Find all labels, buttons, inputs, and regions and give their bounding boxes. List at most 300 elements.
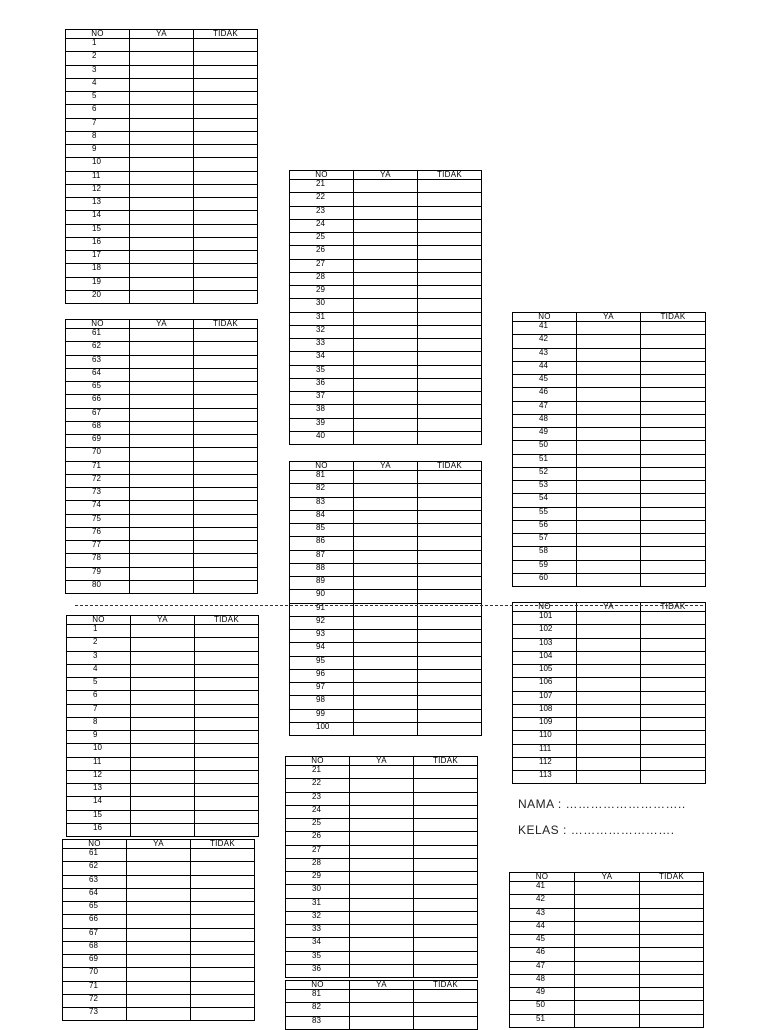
ya-cell[interactable]: [131, 757, 195, 770]
tidak-cell[interactable]: [195, 625, 259, 638]
ya-cell[interactable]: [130, 368, 194, 381]
ya-cell[interactable]: [130, 329, 194, 342]
tidak-cell[interactable]: [641, 494, 706, 507]
ya-cell[interactable]: [354, 630, 418, 643]
tidak-cell[interactable]: [191, 902, 255, 915]
tidak-cell[interactable]: [641, 678, 706, 691]
ya-cell[interactable]: [130, 78, 194, 91]
tidak-cell[interactable]: [414, 990, 478, 1003]
ya-cell[interactable]: [577, 651, 641, 664]
tidak-cell[interactable]: [194, 92, 258, 105]
tidak-cell[interactable]: [641, 520, 706, 533]
tidak-cell[interactable]: [195, 638, 259, 651]
tidak-cell[interactable]: [195, 678, 259, 691]
ya-cell[interactable]: [575, 882, 640, 895]
tidak-cell[interactable]: [418, 630, 482, 643]
tidak-cell[interactable]: [414, 898, 478, 911]
ya-cell[interactable]: [130, 395, 194, 408]
ya-cell[interactable]: [130, 52, 194, 65]
tidak-cell[interactable]: [194, 118, 258, 131]
tidak-cell[interactable]: [194, 395, 258, 408]
tidak-cell[interactable]: [641, 348, 706, 361]
tidak-cell[interactable]: [194, 435, 258, 448]
tidak-cell[interactable]: [195, 810, 259, 823]
ya-cell[interactable]: [354, 246, 418, 259]
tidak-cell[interactable]: [194, 488, 258, 501]
tidak-cell[interactable]: [641, 467, 706, 480]
ya-cell[interactable]: [350, 858, 414, 871]
tidak-cell[interactable]: [414, 845, 478, 858]
ya-cell[interactable]: [131, 731, 195, 744]
tidak-cell[interactable]: [418, 524, 482, 537]
ya-cell[interactable]: [130, 158, 194, 171]
tidak-cell[interactable]: [194, 198, 258, 211]
ya-cell[interactable]: [354, 272, 418, 285]
ya-cell[interactable]: [130, 355, 194, 368]
ya-cell[interactable]: [354, 643, 418, 656]
ya-cell[interactable]: [130, 474, 194, 487]
ya-cell[interactable]: [354, 418, 418, 431]
tidak-cell[interactable]: [418, 246, 482, 259]
tidak-cell[interactable]: [191, 955, 255, 968]
ya-cell[interactable]: [354, 180, 418, 193]
tidak-cell[interactable]: [418, 272, 482, 285]
ya-cell[interactable]: [350, 925, 414, 938]
tidak-cell[interactable]: [194, 78, 258, 91]
tidak-cell[interactable]: [194, 567, 258, 580]
tidak-cell[interactable]: [641, 771, 706, 784]
ya-cell[interactable]: [131, 784, 195, 797]
tidak-cell[interactable]: [194, 237, 258, 250]
ya-cell[interactable]: [350, 766, 414, 779]
tidak-cell[interactable]: [418, 510, 482, 523]
tidak-cell[interactable]: [641, 704, 706, 717]
ya-cell[interactable]: [350, 779, 414, 792]
tidak-cell[interactable]: [194, 474, 258, 487]
tidak-cell[interactable]: [194, 382, 258, 395]
tidak-cell[interactable]: [414, 872, 478, 885]
tidak-cell[interactable]: [418, 312, 482, 325]
tidak-cell[interactable]: [195, 717, 259, 730]
ya-cell[interactable]: [354, 484, 418, 497]
ya-cell[interactable]: [130, 527, 194, 540]
tidak-cell[interactable]: [194, 264, 258, 277]
tidak-cell[interactable]: [191, 1008, 255, 1021]
tidak-cell[interactable]: [640, 895, 704, 908]
tidak-cell[interactable]: [195, 823, 259, 836]
tidak-cell[interactable]: [194, 461, 258, 474]
tidak-cell[interactable]: [418, 484, 482, 497]
tidak-cell[interactable]: [641, 534, 706, 547]
ya-cell[interactable]: [354, 696, 418, 709]
ya-cell[interactable]: [127, 955, 191, 968]
ya-cell[interactable]: [577, 494, 641, 507]
ya-cell[interactable]: [575, 988, 640, 1001]
tidak-cell[interactable]: [641, 573, 706, 586]
ya-cell[interactable]: [130, 514, 194, 527]
ya-cell[interactable]: [130, 448, 194, 461]
ya-cell[interactable]: [577, 691, 641, 704]
tidak-cell[interactable]: [641, 414, 706, 427]
tidak-cell[interactable]: [194, 105, 258, 118]
tidak-cell[interactable]: [640, 948, 704, 961]
ya-cell[interactable]: [354, 392, 418, 405]
tidak-cell[interactable]: [194, 171, 258, 184]
ya-cell[interactable]: [575, 921, 640, 934]
tidak-cell[interactable]: [194, 329, 258, 342]
ya-cell[interactable]: [127, 862, 191, 875]
tidak-cell[interactable]: [418, 405, 482, 418]
tidak-cell[interactable]: [194, 145, 258, 158]
tidak-cell[interactable]: [641, 388, 706, 401]
ya-cell[interactable]: [130, 290, 194, 303]
tidak-cell[interactable]: [414, 885, 478, 898]
tidak-cell[interactable]: [194, 514, 258, 527]
ya-cell[interactable]: [350, 938, 414, 951]
ya-cell[interactable]: [130, 171, 194, 184]
ya-cell[interactable]: [354, 299, 418, 312]
ya-cell[interactable]: [577, 401, 641, 414]
ya-cell[interactable]: [354, 431, 418, 444]
tidak-cell[interactable]: [194, 277, 258, 290]
ya-cell[interactable]: [127, 875, 191, 888]
tidak-cell[interactable]: [194, 52, 258, 65]
ya-cell[interactable]: [354, 325, 418, 338]
ya-cell[interactable]: [577, 704, 641, 717]
ya-cell[interactable]: [130, 251, 194, 264]
ya-cell[interactable]: [130, 554, 194, 567]
tidak-cell[interactable]: [194, 355, 258, 368]
ya-cell[interactable]: [131, 744, 195, 757]
ya-cell[interactable]: [577, 348, 641, 361]
tidak-cell[interactable]: [195, 691, 259, 704]
ya-cell[interactable]: [354, 339, 418, 352]
tidak-cell[interactable]: [191, 928, 255, 941]
tidak-cell[interactable]: [414, 1016, 478, 1029]
ya-cell[interactable]: [130, 408, 194, 421]
tidak-cell[interactable]: [418, 299, 482, 312]
tidak-cell[interactable]: [194, 448, 258, 461]
ya-cell[interactable]: [577, 665, 641, 678]
tidak-cell[interactable]: [414, 911, 478, 924]
tidak-cell[interactable]: [418, 180, 482, 193]
ya-cell[interactable]: [130, 501, 194, 514]
tidak-cell[interactable]: [418, 259, 482, 272]
ya-cell[interactable]: [354, 352, 418, 365]
ya-cell[interactable]: [130, 145, 194, 158]
tidak-cell[interactable]: [195, 664, 259, 677]
tidak-cell[interactable]: [191, 862, 255, 875]
tidak-cell[interactable]: [414, 792, 478, 805]
ya-cell[interactable]: [354, 471, 418, 484]
ya-cell[interactable]: [577, 757, 641, 770]
tidak-cell[interactable]: [414, 819, 478, 832]
ya-cell[interactable]: [130, 237, 194, 250]
tidak-cell[interactable]: [194, 251, 258, 264]
ya-cell[interactable]: [577, 388, 641, 401]
tidak-cell[interactable]: [194, 39, 258, 52]
ya-cell[interactable]: [577, 481, 641, 494]
tidak-cell[interactable]: [414, 832, 478, 845]
tidak-cell[interactable]: [641, 401, 706, 414]
ya-cell[interactable]: [350, 872, 414, 885]
ya-cell[interactable]: [354, 405, 418, 418]
ya-cell[interactable]: [127, 915, 191, 928]
ya-cell[interactable]: [350, 898, 414, 911]
ya-cell[interactable]: [130, 211, 194, 224]
ya-cell[interactable]: [131, 664, 195, 677]
tidak-cell[interactable]: [194, 408, 258, 421]
ya-cell[interactable]: [131, 823, 195, 836]
ya-cell[interactable]: [577, 625, 641, 638]
tidak-cell[interactable]: [194, 368, 258, 381]
ya-cell[interactable]: [131, 638, 195, 651]
tidak-cell[interactable]: [191, 994, 255, 1007]
ya-cell[interactable]: [577, 638, 641, 651]
ya-cell[interactable]: [577, 573, 641, 586]
tidak-cell[interactable]: [414, 805, 478, 818]
ya-cell[interactable]: [350, 990, 414, 1003]
ya-cell[interactable]: [354, 683, 418, 696]
ya-cell[interactable]: [577, 560, 641, 573]
ya-cell[interactable]: [130, 382, 194, 395]
tidak-cell[interactable]: [641, 322, 706, 335]
ya-cell[interactable]: [354, 497, 418, 510]
tidak-cell[interactable]: [641, 560, 706, 573]
ya-cell[interactable]: [354, 590, 418, 603]
ya-cell[interactable]: [354, 219, 418, 232]
ya-cell[interactable]: [130, 342, 194, 355]
ya-cell[interactable]: [575, 908, 640, 921]
ya-cell[interactable]: [131, 717, 195, 730]
tidak-cell[interactable]: [418, 378, 482, 391]
ya-cell[interactable]: [577, 547, 641, 560]
ya-cell[interactable]: [354, 616, 418, 629]
ya-cell[interactable]: [354, 365, 418, 378]
ya-cell[interactable]: [130, 461, 194, 474]
ya-cell[interactable]: [130, 92, 194, 105]
ya-cell[interactable]: [350, 1003, 414, 1016]
ya-cell[interactable]: [130, 224, 194, 237]
tidak-cell[interactable]: [195, 704, 259, 717]
tidak-cell[interactable]: [418, 471, 482, 484]
tidak-cell[interactable]: [418, 193, 482, 206]
ya-cell[interactable]: [350, 805, 414, 818]
tidak-cell[interactable]: [418, 696, 482, 709]
ya-cell[interactable]: [130, 488, 194, 501]
ya-cell[interactable]: [354, 577, 418, 590]
ya-cell[interactable]: [577, 718, 641, 731]
tidak-cell[interactable]: [191, 941, 255, 954]
tidak-cell[interactable]: [641, 335, 706, 348]
tidak-cell[interactable]: [191, 849, 255, 862]
tidak-cell[interactable]: [195, 770, 259, 783]
ya-cell[interactable]: [577, 454, 641, 467]
tidak-cell[interactable]: [418, 550, 482, 563]
ya-cell[interactable]: [130, 118, 194, 131]
tidak-cell[interactable]: [195, 757, 259, 770]
ya-cell[interactable]: [130, 421, 194, 434]
ya-cell[interactable]: [350, 792, 414, 805]
tidak-cell[interactable]: [641, 651, 706, 664]
ya-cell[interactable]: [577, 534, 641, 547]
ya-cell[interactable]: [575, 1014, 640, 1027]
tidak-cell[interactable]: [191, 981, 255, 994]
ya-cell[interactable]: [130, 65, 194, 78]
tidak-cell[interactable]: [418, 709, 482, 722]
ya-cell[interactable]: [127, 849, 191, 862]
ya-cell[interactable]: [350, 885, 414, 898]
tidak-cell[interactable]: [641, 481, 706, 494]
ya-cell[interactable]: [127, 888, 191, 901]
tidak-cell[interactable]: [418, 431, 482, 444]
ya-cell[interactable]: [127, 968, 191, 981]
ya-cell[interactable]: [354, 669, 418, 682]
tidak-cell[interactable]: [195, 797, 259, 810]
ya-cell[interactable]: [354, 206, 418, 219]
tidak-cell[interactable]: [641, 375, 706, 388]
ya-cell[interactable]: [130, 105, 194, 118]
ya-cell[interactable]: [575, 974, 640, 987]
ya-cell[interactable]: [131, 770, 195, 783]
tidak-cell[interactable]: [640, 961, 704, 974]
ya-cell[interactable]: [127, 981, 191, 994]
tidak-cell[interactable]: [414, 964, 478, 977]
ya-cell[interactable]: [577, 507, 641, 520]
tidak-cell[interactable]: [195, 651, 259, 664]
ya-cell[interactable]: [354, 233, 418, 246]
tidak-cell[interactable]: [641, 638, 706, 651]
ya-cell[interactable]: [130, 198, 194, 211]
ya-cell[interactable]: [575, 895, 640, 908]
tidak-cell[interactable]: [640, 1001, 704, 1014]
tidak-cell[interactable]: [414, 938, 478, 951]
ya-cell[interactable]: [354, 563, 418, 576]
ya-cell[interactable]: [131, 651, 195, 664]
tidak-cell[interactable]: [194, 131, 258, 144]
tidak-cell[interactable]: [640, 974, 704, 987]
ya-cell[interactable]: [354, 524, 418, 537]
ya-cell[interactable]: [577, 678, 641, 691]
ya-cell[interactable]: [350, 911, 414, 924]
ya-cell[interactable]: [577, 428, 641, 441]
tidak-cell[interactable]: [641, 507, 706, 520]
tidak-cell[interactable]: [418, 497, 482, 510]
ya-cell[interactable]: [127, 928, 191, 941]
tidak-cell[interactable]: [640, 908, 704, 921]
tidak-cell[interactable]: [194, 65, 258, 78]
tidak-cell[interactable]: [194, 184, 258, 197]
ya-cell[interactable]: [350, 964, 414, 977]
ya-cell[interactable]: [575, 1001, 640, 1014]
ya-cell[interactable]: [354, 550, 418, 563]
ya-cell[interactable]: [350, 845, 414, 858]
tidak-cell[interactable]: [194, 527, 258, 540]
ya-cell[interactable]: [577, 520, 641, 533]
tidak-cell[interactable]: [418, 537, 482, 550]
ya-cell[interactable]: [127, 941, 191, 954]
tidak-cell[interactable]: [194, 342, 258, 355]
ya-cell[interactable]: [130, 184, 194, 197]
tidak-cell[interactable]: [418, 616, 482, 629]
tidak-cell[interactable]: [194, 580, 258, 593]
tidak-cell[interactable]: [194, 554, 258, 567]
ya-cell[interactable]: [350, 819, 414, 832]
ya-cell[interactable]: [577, 744, 641, 757]
ya-cell[interactable]: [127, 994, 191, 1007]
ya-cell[interactable]: [131, 625, 195, 638]
ya-cell[interactable]: [577, 361, 641, 374]
tidak-cell[interactable]: [641, 731, 706, 744]
tidak-cell[interactable]: [418, 392, 482, 405]
ya-cell[interactable]: [354, 722, 418, 735]
tidak-cell[interactable]: [414, 766, 478, 779]
ya-cell[interactable]: [354, 510, 418, 523]
ya-cell[interactable]: [577, 731, 641, 744]
ya-cell[interactable]: [130, 435, 194, 448]
ya-cell[interactable]: [131, 678, 195, 691]
tidak-cell[interactable]: [418, 233, 482, 246]
tidak-cell[interactable]: [641, 718, 706, 731]
tidak-cell[interactable]: [640, 921, 704, 934]
tidak-cell[interactable]: [641, 744, 706, 757]
ya-cell[interactable]: [575, 948, 640, 961]
tidak-cell[interactable]: [418, 286, 482, 299]
ya-cell[interactable]: [354, 193, 418, 206]
tidak-cell[interactable]: [418, 365, 482, 378]
ya-cell[interactable]: [130, 264, 194, 277]
tidak-cell[interactable]: [641, 665, 706, 678]
tidak-cell[interactable]: [640, 1014, 704, 1027]
ya-cell[interactable]: [127, 902, 191, 915]
tidak-cell[interactable]: [194, 501, 258, 514]
tidak-cell[interactable]: [641, 547, 706, 560]
ya-cell[interactable]: [350, 832, 414, 845]
tidak-cell[interactable]: [418, 590, 482, 603]
ya-cell[interactable]: [577, 414, 641, 427]
ya-cell[interactable]: [354, 312, 418, 325]
tidak-cell[interactable]: [418, 339, 482, 352]
tidak-cell[interactable]: [418, 325, 482, 338]
tidak-cell[interactable]: [640, 935, 704, 948]
tidak-cell[interactable]: [418, 722, 482, 735]
tidak-cell[interactable]: [191, 875, 255, 888]
tidak-cell[interactable]: [414, 951, 478, 964]
ya-cell[interactable]: [130, 277, 194, 290]
tidak-cell[interactable]: [414, 779, 478, 792]
tidak-cell[interactable]: [418, 669, 482, 682]
tidak-cell[interactable]: [191, 888, 255, 901]
tidak-cell[interactable]: [194, 290, 258, 303]
ya-cell[interactable]: [354, 286, 418, 299]
tidak-cell[interactable]: [418, 656, 482, 669]
ya-cell[interactable]: [577, 335, 641, 348]
ya-cell[interactable]: [577, 322, 641, 335]
ya-cell[interactable]: [131, 797, 195, 810]
tidak-cell[interactable]: [194, 211, 258, 224]
ya-cell[interactable]: [130, 39, 194, 52]
tidak-cell[interactable]: [195, 731, 259, 744]
tidak-cell[interactable]: [418, 352, 482, 365]
tidak-cell[interactable]: [191, 968, 255, 981]
tidak-cell[interactable]: [195, 744, 259, 757]
tidak-cell[interactable]: [641, 454, 706, 467]
tidak-cell[interactable]: [418, 418, 482, 431]
ya-cell[interactable]: [577, 771, 641, 784]
tidak-cell[interactable]: [414, 925, 478, 938]
ya-cell[interactable]: [131, 704, 195, 717]
tidak-cell[interactable]: [418, 683, 482, 696]
